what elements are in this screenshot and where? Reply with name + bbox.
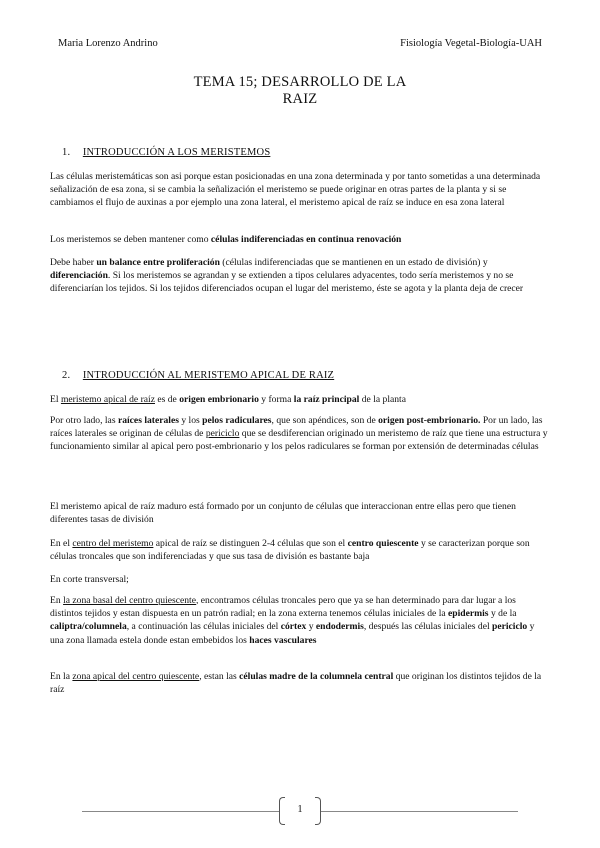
text-run: En [50, 595, 64, 606]
bold-text: epidermis [448, 608, 489, 620]
section-heading-1 [62, 147, 270, 158]
text-run: y de la [488, 608, 517, 620]
underlined-text: zona apical del centro quiescente [72, 671, 200, 682]
text-run: y se caracterizan porque son células troncales que son indiferenciadas y que sus tasa de división es bastante baja [50, 538, 530, 563]
paragraph-text: El meristemo apical de raíz maduro está formado por un conjunto de células que interaccionan entre ellas pero que tienen diferentes tasas de división [50, 501, 516, 526]
bold-text: centro quiescente [347, 538, 419, 549]
bold-text: haces vasculares [249, 634, 317, 646]
section-heading-2 [62, 370, 334, 381]
bold-text: endodermis [315, 621, 364, 633]
text-run: Por otro lado, las [50, 415, 118, 426]
text-run: , que son apéndices, son de [271, 415, 379, 426]
header-course: Fisiología Vegetal-Biología-UAH [400, 38, 542, 49]
paragraph-text: En corte transversal; [50, 574, 129, 585]
text-run: . Si los meristemos se agrandan y se extienden a tipos celulares adyacentes, todo sería meristemos y no se diferenciarían los tejidos. Si los tejidos diferenciados ocupan el lugar del meristemo, éste se agota y la planta deja de crecer [50, 270, 524, 295]
bold-text: periciclo [492, 621, 528, 633]
text-run: En la [50, 671, 73, 682]
paragraph [50, 233, 550, 246]
paragraph [50, 256, 550, 296]
title-line-2: RAIZ [282, 91, 318, 107]
text-run: , después las células iniciales del [363, 621, 493, 633]
text-run: de la planta [359, 394, 406, 405]
text-run: y [306, 621, 316, 633]
paragraph [50, 393, 550, 406]
section-title: INTRODUCCIÓN AL MERISTEMO APICAL DE RAIZ [82, 370, 335, 381]
paragraph [50, 500, 550, 526]
underlined-text: meristemo apical de raíz [60, 394, 155, 405]
bold-text: diferenciación [50, 270, 108, 282]
bold-text: un balance entre proliferación [96, 257, 220, 268]
bold-text: células madre de la columnela central [239, 671, 394, 682]
underlined-text: la zona basal del centro quiescente [63, 595, 196, 606]
bold-text: pelos radiculares [202, 415, 272, 426]
bold-text: origen post-embrionario. [378, 415, 481, 426]
paragraph [50, 670, 550, 696]
text-run: Los meristemos se deben mantener como [50, 234, 211, 245]
title-line-1: TEMA 15; DESARROLLO DE LA [193, 74, 407, 90]
bold-text: raíces laterales [117, 415, 179, 426]
bold-text: la raíz principal [293, 394, 360, 405]
paragraph [50, 537, 550, 563]
section-title: INTRODUCCIÓN A LOS MERISTEMOS [82, 147, 271, 158]
bold-text: caliptra/columnela [50, 621, 127, 633]
text-run: Debe haber [50, 257, 97, 268]
section-number: 1. [62, 147, 71, 158]
text-run: y los [178, 415, 203, 426]
text-run: En el [50, 538, 73, 549]
paragraph [50, 594, 550, 647]
paragraph [50, 573, 550, 586]
page-title [0, 74, 600, 108]
underlined-text: periciclo [205, 428, 240, 440]
underlined-text: centro del meristemo [72, 538, 154, 549]
text-run: que se desdiferencian originado un meristemo de raíz que tiene una estructura y funcionamiento similar al apical pero post-embrionario y los pelos radiculares se forman por extensión de determinadas células [50, 428, 548, 453]
paragraph [50, 414, 550, 454]
page-header [58, 38, 542, 52]
section-number: 2. [62, 370, 71, 381]
footer-rule-right [321, 811, 518, 812]
text-run: apical de raíz se distinguen 2-4 células que son el [153, 538, 348, 549]
text-run: y forma [258, 394, 294, 405]
text-run: (células indiferenciadas que se mantienen en un estado de división) y [219, 257, 488, 268]
text-run: y una zona llamada estela donde estan embebidos los [50, 621, 535, 646]
text-run: , estan las [199, 671, 240, 682]
text-run: , a continuación las células iniciales del [126, 621, 281, 633]
text-run: , encontramos células troncales pero que ya se han determinado para dar lugar a los distintos tejidos y estan dispuesta en un patrón radial; en la zona externa tenemos células iniciales de la [50, 595, 516, 620]
text-run: El [50, 394, 61, 405]
bold-text: córtex [280, 621, 307, 633]
bold-text: origen embrionario [179, 394, 259, 405]
footer-rule-left [82, 811, 279, 812]
text-run: Por un lado, las raíces laterales se originan de células de [50, 415, 543, 440]
header-author: Maria Lorenzo Andrino [58, 38, 158, 49]
paragraph-text: Las células meristemáticas son asi porque estan posicionadas en una zona determinada y por tanto sometidas a una determinada señalización de esa zona, si se cambia la señalización el meristemo se puede originar en otras partes de la planta y si se cambiamos el flujo de auxinas a por ejemplo una zona lateral, el meristemo apical de raíz se induce en esa zona lateral [50, 171, 541, 209]
text-run: que originan los distintos tejidos de la raíz [50, 671, 542, 696]
bold-text: células indiferenciadas en continua renovación [210, 234, 402, 245]
page-number: 1 [297, 804, 303, 815]
paragraph [50, 170, 550, 210]
text-run: es de [154, 394, 180, 405]
page-number-box [279, 797, 321, 825]
